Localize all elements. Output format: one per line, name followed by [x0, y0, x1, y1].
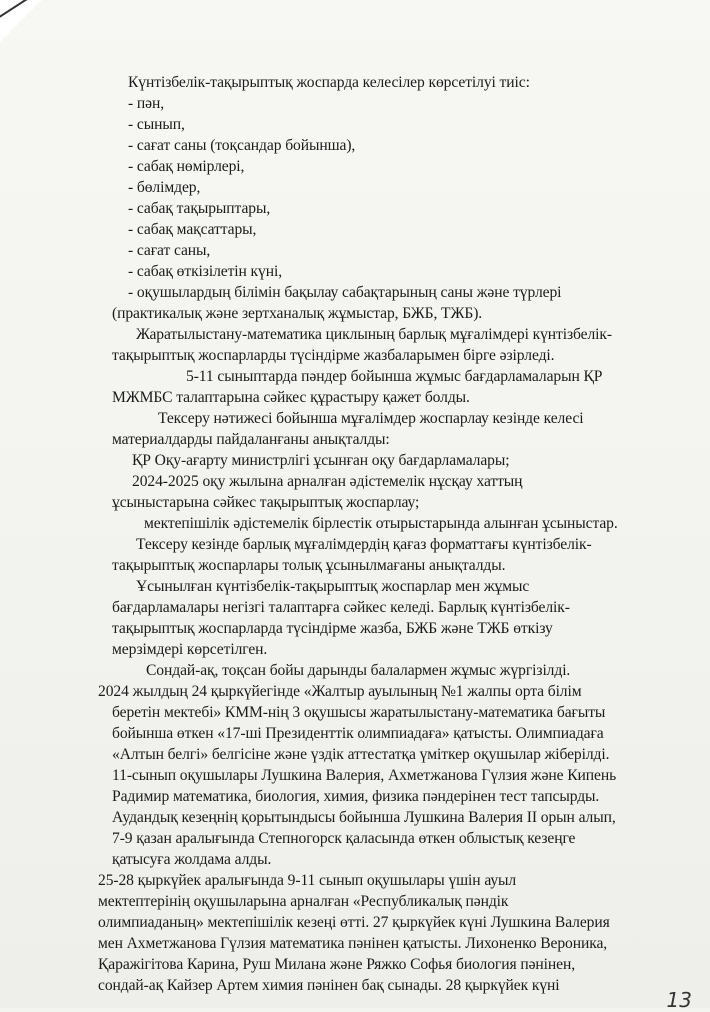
list-item-lesson-date: - сабақ өткізілетін күні, [128, 263, 283, 280]
paragraph-line: бойынша өткен «17-ші Президенттік олимпиадаға» қатысты. Олимпиадаға [112, 725, 604, 742]
paragraph-line: МЖМБС талаптарына сәйкес құрастыру қажет болды. [112, 389, 470, 406]
list-item-hours: - сағат саны, [128, 242, 211, 259]
paragraph-line: тақырыптық жоспарлары толық ұсынылмағаны анықталды. [112, 557, 506, 574]
list-item-lesson-goals: - сабақ мақсаттары, [128, 221, 257, 238]
paragraph-line: Жаратылыстану-математика циклының барлық мұғалімдері күнтізбелік- [136, 326, 612, 343]
paragraph-line: бағдарламалары негізгі талаптарға сәйкес келеді. Барлық күнтізбелік- [112, 599, 570, 616]
list-item-lesson-numbers: - сабақ нөмірлері, [128, 158, 245, 175]
paragraph-line: «Алтын белгі» белгісіне және үздік аттестатқа үміткер оқушылар жіберілді. [112, 746, 610, 763]
paragraph-line: 11-сынып оқушылары Лушкина Валерия, Ахметжанова Гүлзия және Кипень [112, 767, 617, 784]
paragraph-line: беретін мектебі» КММ-нің 3 оқушысы жаратылыстану-математика бағыты [112, 704, 606, 721]
folded-corner [0, 0, 42, 42]
paragraph-line: мектептерінің оқушыларына арналған «Республикалық пәндік [98, 893, 509, 910]
paragraph-line: Қаражігітова Карина, Руш Милана және Ряжко Софья биология пәнінен, [98, 956, 575, 973]
paragraph-line: ҚР Оқу-ағарту министрлігі ұсынған оқу бағдарламалары; [132, 452, 510, 469]
paragraph-line: ұсыныстарына сәйкес тақырыптық жоспарлау; [112, 494, 420, 511]
paragraph-line: Радимир математика, биология, химия, физика пәндерінен тест тапсырды. [112, 788, 600, 805]
list-item-lesson-topics: - сабақ тақырыптары, [128, 200, 271, 217]
paragraph-line: 2024-2025 оқу жылына арналған әдістемелік нұсқау хаттың [132, 473, 523, 490]
paragraph-line: тақырыптық жоспарларда түсіндірме жазба, БЖБ және ТЖБ өткізу [112, 620, 553, 637]
paragraph-line: 5-11 сыныптарда пәндер бойынша жұмыс бағдарламаларын ҚР [186, 368, 603, 385]
list-item-control-lessons-cont: (практикалық және зертханалық жұмыстар, БЖБ, ТЖБ). [112, 305, 483, 322]
paragraph-line: олимпиаданың» мектепішілік кезеңі өтті. 27 қыркүйек күні Лушкина Валерия [98, 914, 610, 931]
list-item-hours-by-quarter: - сағат саны (тоқсандар бойынша), [128, 137, 356, 154]
paragraph-line: Сондай-ақ, тоқсан бойы дарынды балалармен жұмыс жүргізілді. [146, 662, 571, 679]
list-item-class: - сынып, [128, 116, 185, 133]
paragraph-line: 7-9 қазан аралығында Степногорск қаласында өткен облыстық кезеңге [112, 830, 576, 847]
paragraph-line: Ұсынылған күнтізбелік-тақырыптық жоспарлар мен жұмыс [136, 578, 530, 595]
list-item-control-lessons: - оқушылардың білімін бақылау сабақтарының саны және түрлері [128, 284, 562, 301]
list-item-sections: - бөлімдер, [128, 179, 201, 196]
intro-line: Күнтізбелік-тақырыптық жоспарда келесілер көрсетілуі тиіс: [128, 74, 530, 91]
paragraph-line: Тексеру кезінде барлық мұғалімдердің қағаз форматтағы күнтізбелік- [136, 536, 592, 553]
paragraph-line: тақырыптық жоспарларды түсіндірме жазбаларымен бірге әзірледі. [112, 347, 555, 364]
paragraph-line: 2024 жылдың 24 қыркүйегінде «Жалтыр ауылының №1 жалпы орта білім [98, 683, 582, 700]
page-number: 13 [666, 988, 692, 1012]
paragraph-line: Аудандық кезеңнің қорытындысы бойынша Лушкина Валерия II орын алып, [112, 809, 616, 826]
paragraph-line: мектепішілік әдістемелік бірлестік отырыстарында алынған ұсыныстар. [144, 515, 618, 532]
paragraph-line: Тексеру нәтижесі бойынша мұғалімдер жоспарлау кезінде келесі [158, 410, 584, 427]
paragraph-line: мен Ахметжанова Гүлзия математика пәнінен қатысты. Лихоненко Вероника, [98, 935, 608, 952]
list-item-subject: - пән, [128, 95, 165, 112]
document-body [100, 72, 660, 996]
paragraph-line: қатысуға жолдама алды. [112, 851, 272, 868]
paragraph-line: мерзімдері көрсетілген. [112, 641, 268, 658]
paragraph-line: 25-28 қыркүйек аралығында 9-11 сынып оқушылары үшін ауыл [98, 872, 517, 889]
paragraph-line: материалдарды пайдаланғаны анықталды: [112, 431, 390, 448]
paragraph-line: сондай-ақ Кайзер Артем химия пәнінен бақ сынады. 28 қыркүйек күні [98, 977, 560, 994]
